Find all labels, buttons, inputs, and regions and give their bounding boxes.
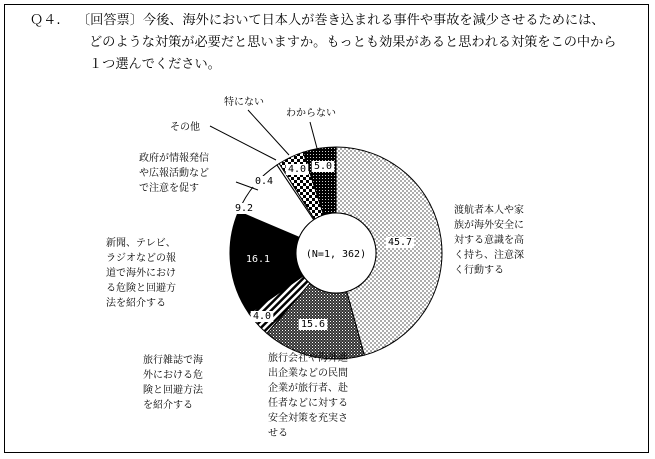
category-label-s2 (268, 351, 348, 439)
category-label-line: で注意を促す (139, 183, 199, 194)
category-label-line: 出企業などの民間 (268, 368, 348, 379)
total-n-label: (N=1, 362) (305, 249, 367, 260)
category-label-line: 企業が旅行者、赴 (268, 383, 348, 394)
category-label-line: 任者などに対する (268, 398, 348, 409)
value-label-s8: 5.0 (313, 161, 333, 172)
category-label-line: 対する意識を高 (454, 235, 524, 246)
question-number: Ｑ４. (30, 13, 61, 28)
category-label-s4 (106, 237, 176, 309)
value-label-s5: 9.2 (234, 203, 254, 214)
category-label-line: 安全対策を充実さ (268, 413, 348, 424)
leader-line-s6 (210, 126, 276, 160)
question-text-line-3: １つ選んでください。 (89, 57, 221, 72)
value-label-s3: 4.0 (252, 311, 272, 322)
category-label-line: 道で海外におけ (106, 268, 176, 279)
question-text-line-1: 〔回答票〕今後、海外において日本人が巻き込まれる事件や事故を減少させるためには、 (77, 13, 605, 28)
value-label-s7: 4.0 (287, 164, 307, 175)
category-label-s3 (143, 353, 204, 411)
leader-line-s8 (310, 122, 318, 152)
value-label-s2: 15.6 (300, 319, 326, 330)
category-label-line: 険と回避方法 (143, 385, 203, 396)
value-label-s1: 45.7 (387, 237, 413, 248)
category-label-line: く持ち、注意深 (454, 250, 524, 261)
category-label-line: 新聞、テレビ、 (106, 238, 176, 249)
category-label-line: 法を紹介する (106, 298, 166, 309)
category-label-line: ラジオなどの報 (106, 253, 176, 264)
category-label-line: や広報活動など (139, 168, 209, 179)
category-label-s1 (454, 203, 524, 276)
category-label-line: を紹介する (143, 400, 193, 411)
category-label-s5 (139, 151, 209, 194)
category-label-line: せる (268, 428, 288, 439)
category-label-line: 特にない (224, 97, 264, 108)
category-label-line: 政府が情報発信 (139, 153, 209, 164)
value-label-s6: 0.4 (254, 176, 274, 187)
category-label-s7 (224, 95, 264, 108)
category-label-line: 旅行雑誌で海 (143, 355, 203, 366)
category-label-line: 旅行会社や海外進 (268, 353, 348, 364)
category-label-line: わからない (286, 108, 336, 119)
category-label-line: 渡航者本人や家 (454, 205, 524, 216)
category-label-line: 外における危 (143, 370, 203, 381)
category-label-line: 族が海外安全に (454, 220, 524, 231)
question-text-line-2: どのような対策が必要だと思いますか。もっとも効果があると思われる対策をこの中から (89, 35, 617, 50)
value-label-s4: 16.1 (245, 254, 271, 265)
category-label-s8 (286, 107, 336, 119)
category-label-s6 (170, 120, 200, 133)
category-label-line: その他 (170, 122, 200, 133)
category-label-line: る危険と回避方 (106, 283, 176, 294)
category-label-line: く行動する (454, 265, 504, 276)
